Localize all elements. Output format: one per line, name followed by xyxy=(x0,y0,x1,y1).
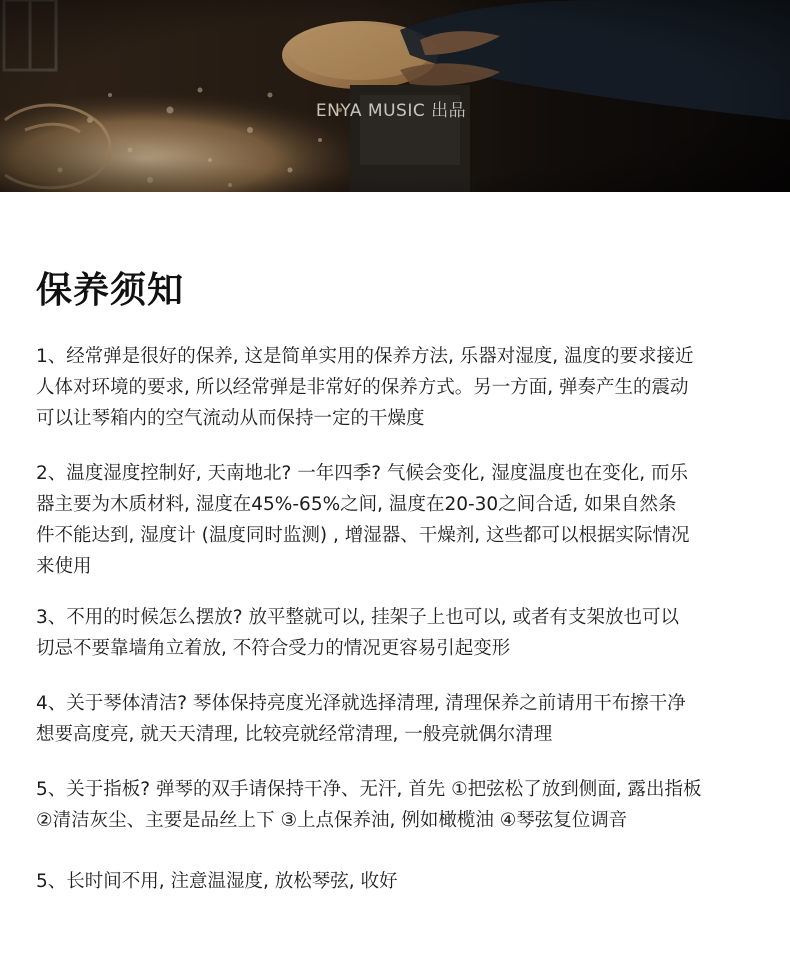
text-line: 器主要为木质材料, 湿度在45%-65%之间, 温度在20-30之间合适, 如果自然条 xyxy=(36,494,677,515)
page-title: 保养须知 xyxy=(36,270,185,311)
text-line: 切忌不要靠墙角立着放, 不符合受力的情况更容易引起变形 xyxy=(36,638,511,659)
header-banner xyxy=(0,0,790,192)
text-line: 5、关于指板? 弹琴的双手请保持干净、无汗, 首先 ①把弦松了放到侧面, 露出指板 xyxy=(36,779,702,800)
text-line: 2、温度湿度控制好, 天南地北? 一年四季? 气候会变化, 湿度温度也在变化, 而乐 xyxy=(36,463,688,484)
care-tip-3 xyxy=(36,602,771,664)
care-tip-4 xyxy=(36,688,771,750)
care-tip-5 xyxy=(36,774,771,836)
text-line: 1、经常弹是很好的保养, 这是简单实用的保养方法, 乐器对湿度, 温度的要求接近 xyxy=(36,346,694,367)
text-line: 件不能达到, 湿度计 (温度同时监测) , 增湿器、干燥剂, 这些都可以根据实际情况 xyxy=(36,525,690,546)
text-line: 可以让琴箱内的空气流动从而保持一定的干燥度 xyxy=(36,408,425,429)
text-line: 4、关于琴体清洁? 琴体保持亮度光泽就选择清理, 清理保养之前请用干布擦干净 xyxy=(36,693,686,714)
care-tip-1 xyxy=(36,341,771,434)
text-line: 想要高度亮, 就天天清理, 比较亮就经常清理, 一般亮就偶尔清理 xyxy=(36,724,553,745)
care-tip-2 xyxy=(36,458,771,582)
text-line: 来使用 xyxy=(36,556,92,577)
text-line: 3、不用的时候怎么摆放? 放平整就可以, 挂架子上也可以, 或者有支架放也可以 xyxy=(36,607,679,628)
care-tip-6 xyxy=(36,866,771,897)
banner-caption: ENYA MUSIC 出品 xyxy=(315,101,467,121)
text-line: ②清洁灰尘、主要是品丝上下 ③上点保养油, 例如橄榄油 ④琴弦复位调音 xyxy=(36,810,628,831)
text-line: 人体对环境的要求, 所以经常弹是非常好的保养方式。另一方面, 弹奏产生的震动 xyxy=(36,377,689,398)
text-line: 5、长时间不用, 注意温湿度, 放松琴弦, 收好 xyxy=(36,871,398,892)
